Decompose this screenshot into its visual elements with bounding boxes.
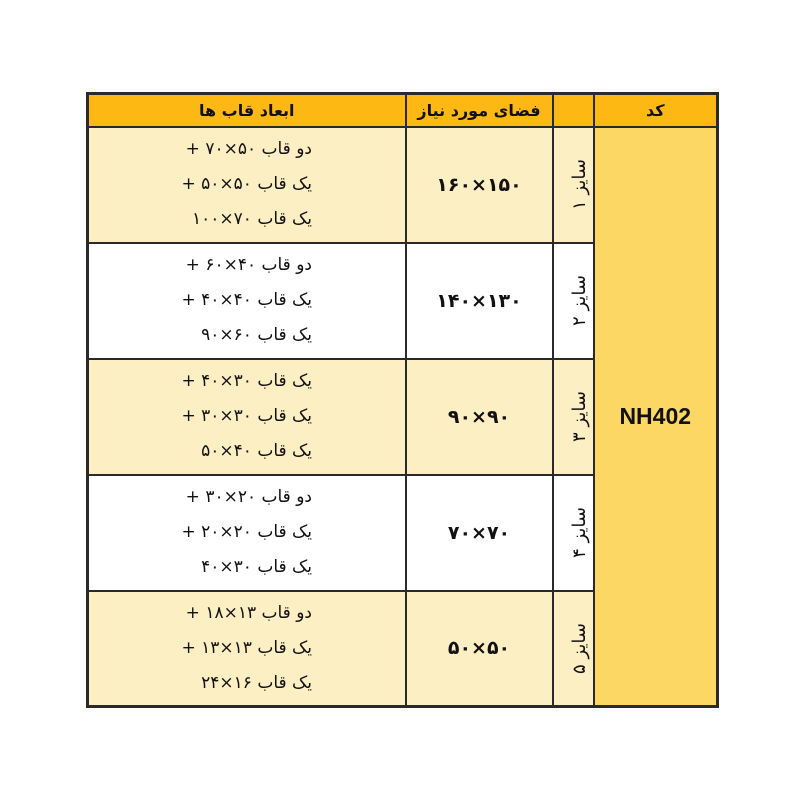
- dims-line: دو قاب ۵۰×۷۰ +: [185, 139, 312, 159]
- size-label: سایز ۱: [568, 159, 590, 210]
- dims-line: دو قاب ۱۳×۱۸ +: [185, 602, 312, 623]
- size-label: سایز ۴: [568, 507, 590, 558]
- space-cell: [406, 243, 553, 359]
- space-value: ۱۶۰×۱۵۰: [436, 173, 522, 196]
- dims-line: یک قاب ۱۳×۱۳ +: [181, 637, 312, 658]
- table-row: [88, 127, 718, 243]
- space-cell: [406, 127, 553, 243]
- dims-cell: [88, 359, 406, 475]
- space-value: ۱۴۰×۱۳۰: [436, 289, 522, 312]
- header-code: کد: [594, 94, 718, 127]
- size-label: سایز ۳: [568, 391, 590, 442]
- dims-line: یک قاب ۶۰×۹۰: [201, 325, 312, 345]
- dims-line: یک قاب ۵۰×۵۰ +: [181, 174, 312, 194]
- space-cell: [406, 475, 553, 591]
- dims-line: یک قاب ۳۰×۴۰ +: [181, 371, 312, 391]
- size-cell: [553, 127, 594, 243]
- size-label: سایز ۵: [568, 622, 590, 674]
- space-value: ۵۰×۵۰: [447, 637, 511, 660]
- sizes-table: [86, 92, 719, 708]
- space-value: ۷۰×۷۰: [447, 521, 511, 544]
- size-cell: [553, 475, 594, 591]
- dims-line: یک قاب ۴۰×۴۰ +: [181, 290, 312, 310]
- space-cell: [406, 591, 553, 707]
- dims-line: یک قاب ۲۰×۲۰ +: [181, 522, 312, 542]
- space-value: ۹۰×۹۰: [447, 405, 511, 428]
- dims-line: یک قاب ۱۶×۲۴: [201, 672, 312, 693]
- dims-line: دو قاب ۲۰×۳۰ +: [185, 487, 312, 507]
- dims-cell: [88, 475, 406, 591]
- header-size: [553, 94, 594, 127]
- dims-line: یک قاب ۳۰×۳۰ +: [181, 406, 312, 426]
- size-cell: [553, 359, 594, 475]
- code-cell: [594, 127, 718, 707]
- size-cell: [553, 243, 594, 359]
- header-space: فضای مورد نیاز: [406, 94, 553, 127]
- dims-line: دو قاب ۴۰×۶۰ +: [185, 255, 312, 275]
- size-label: سایز ۲: [568, 275, 590, 326]
- dims-cell: [88, 591, 406, 707]
- dims-line: یک قاب ۴۰×۵۰: [201, 441, 312, 461]
- dims-line: یک قاب ۷۰×۱۰۰: [192, 209, 312, 229]
- header-dims: ابعاد قاب ها: [88, 94, 406, 127]
- product-code: NH402: [619, 402, 692, 429]
- header-row: [88, 94, 718, 127]
- dims-line: یک قاب ۳۰×۴۰: [201, 557, 312, 577]
- dims-cell: [88, 243, 406, 359]
- space-cell: [406, 359, 553, 475]
- size-cell: [553, 591, 594, 707]
- dims-cell: [88, 127, 406, 243]
